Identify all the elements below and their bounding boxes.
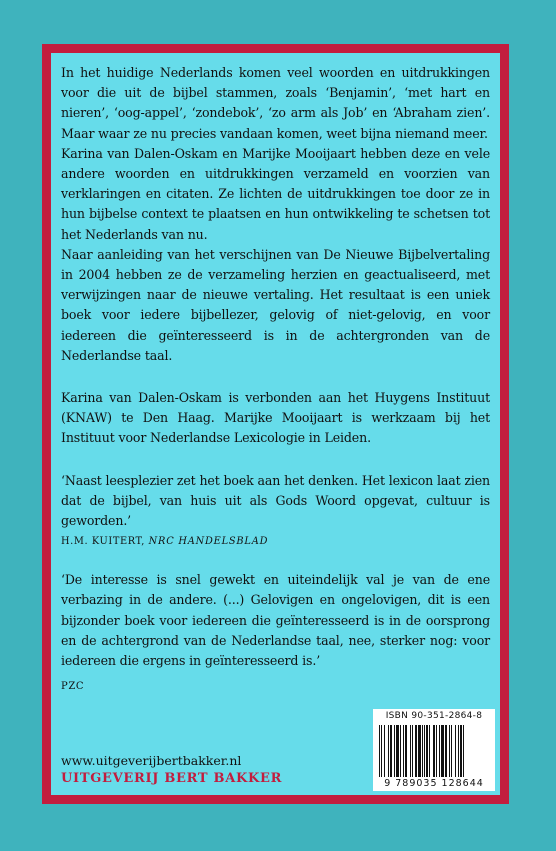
spacer xyxy=(61,449,490,471)
authors-bio: Karina van Dalen-Oskam is verbonden aan het Huygens Instituut (KNAW) te Den Haag. Marijke Mooijaart is werkzaam bij het Instituut voor Nederlandse Lexicologie in Leiden. xyxy=(61,390,490,446)
ean-number: 9 789035 128644 xyxy=(384,778,484,789)
review-source-2: PZC xyxy=(61,681,85,693)
review-quote-2: ‘De interesse is snel gewekt en uiteindelijk val je van de ene verbazing in de andere. (...) Gelovigen en ongelovigen, dit is een bijzonder boek voor iedereen die geïnteresseerd is in de oorsprong en de achtergrond van de Nederlandse taal, nee, sterker nog: voor iedereen die ergens in geïnteresseerd is.’ xyxy=(61,572,490,669)
review-quote-1: ‘Naast leesplezier zet het boek aan het denken. Het lexicon laat zien dat de bijbel, van huis uit als Gods Woord opgevat, cultuur is geworden.’ xyxy=(61,472,490,529)
isbn-number: ISBN 90-351-2864-8 xyxy=(385,711,483,721)
barcode-icon xyxy=(379,725,489,777)
blurb-paragraph-3: Naar aanleiding van het verschijnen van De Nieuwe Bijbelvertaling in 2004 hebben ze de verzameling herzien en geactualiseerd, met verwijzingen naar de nieuwe vertaling. Het resultaat is een uniek boek voor iedere bijbellezer, gelovig of niet-gelovig, en voor iedereen die geïnteresseerd is in de achtergronden van de Nederlandse taal. xyxy=(61,246,490,363)
publisher-website: www.uitgeverijbertbakker.nl xyxy=(61,753,242,768)
red-frame xyxy=(42,44,509,804)
blurb-paragraph-1: In het huidige Nederlands komen veel woorden en uitdrukkingen voor die uit de bijbel stammen, zoals ‘Benjamin’, ‘met hart en nieren’, ‘oog-appel’, ‘zondebok’, ‘zo arm als Job’ en ‘Abraham zien’. Maar waar ze nu precies vandaan komen, weet bijna niemand meer. xyxy=(61,65,490,141)
blurb-paragraph-2: Karina van Dalen-Oskam en Marijke Mooijaart hebben deze en vele andere woorden en uitdrukkingen verzameld en voorzien van verklaringen en citaten. Ze lichten de uitdrukkingen toe door ze in hun bijbelse context te plaatsen en hun ontwikkeling te schetsen tot het Nederlands van nu. xyxy=(61,145,490,242)
publisher-name: UITGEVERIJ BERT BAKKER xyxy=(61,771,283,786)
spacer xyxy=(61,550,490,570)
review-author-1: H.M. KUITERT, xyxy=(61,536,145,548)
review-source-1: NRC HANDELSBLAD xyxy=(148,536,269,548)
review-attribution-1 xyxy=(61,534,490,550)
spacer xyxy=(61,366,490,388)
barcode-label xyxy=(373,709,495,791)
text-panel xyxy=(51,53,500,795)
